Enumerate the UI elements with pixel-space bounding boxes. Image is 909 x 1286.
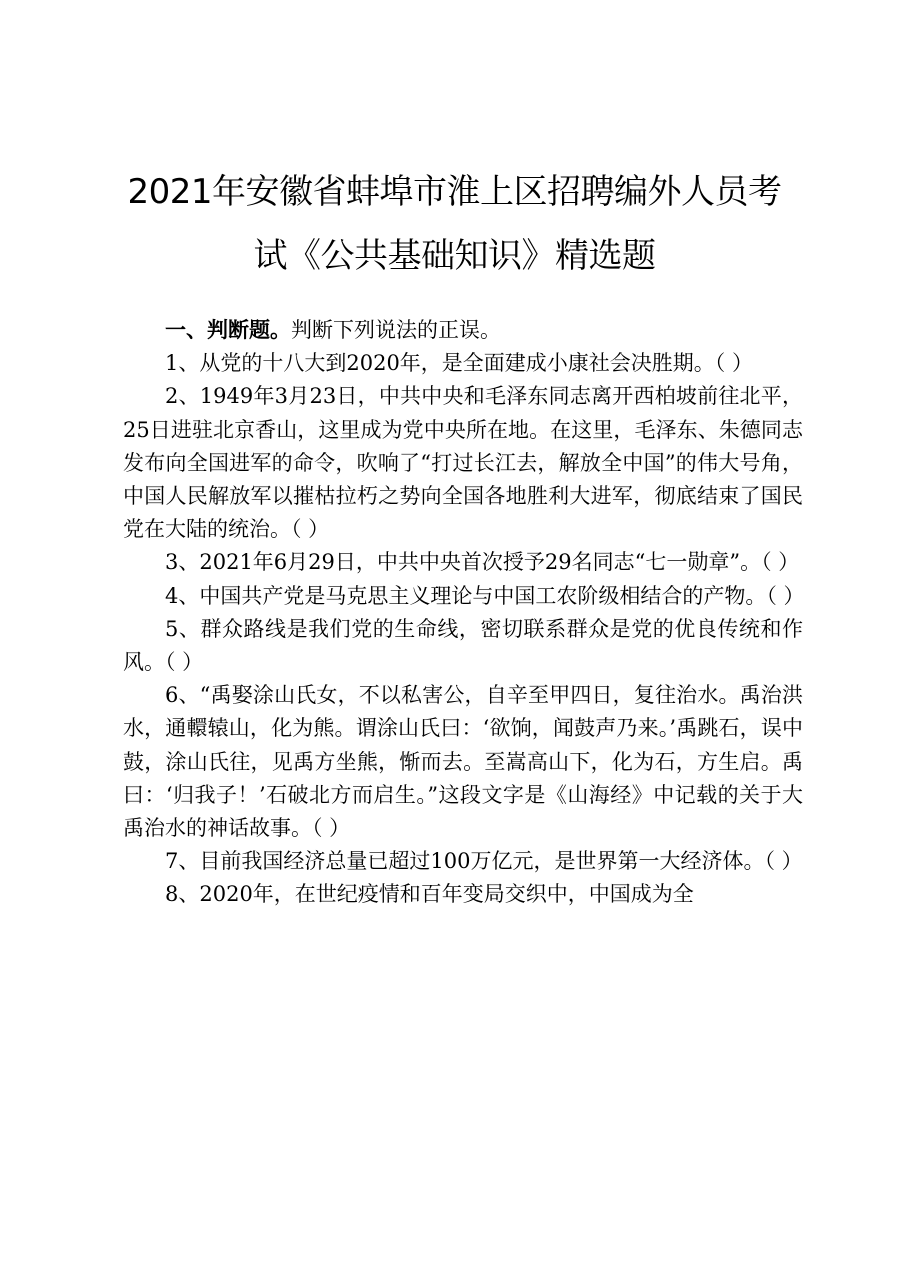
- section-heading-paragraph: [123, 313, 803, 347]
- question-item-1: 1、从党的十八大到2020年，是全面建成小康社会决胜期。（ ）: [165, 351, 753, 376]
- question-item-2: 2、1949年3月23日，中共中央和毛泽东同志离开西柏坡前往北平，25日进驻北京香山，这里成为党中央所在地。在这里，毛泽东、朱德同志发布向全国进军的命令，吹响了“打过长江去，解放全中国”的伟大号角，中国人民解放军以摧枯拉朽之势向全国各地胜利大进军，彻底结束了国民党在大陆的统治。（ ）: [123, 384, 803, 542]
- question-item-3: 3、2021年6月29日，中共中央首次授予29名同志“七一勋章”。（ ）: [165, 550, 800, 575]
- document-body: [123, 313, 803, 912]
- question-item-8: 8、2020年，在世纪疫情和百年变局交织中，中国成为全: [165, 882, 694, 907]
- question-item-4: 4、中国共产党是马克思主义理论与中国工农阶级相结合的产物。（ ）: [165, 583, 805, 608]
- document-title-line-2: 试《公共基础知识》精选题: [253, 236, 656, 276]
- question-item-6: 6、“禹娶涂山氏女，不以私害公，自辛至甲四日，复往治水。禹治洪水，通轘辕山，化为熊。谓涂山氏曰：‘欲饷，闻鼓声乃来。’禹跳石，误中鼓，涂山氏往，见禹方坐熊，惭而去。至嵩高山下，化为石，方生启。禹曰：‘归我子！’石破北方而启生。”这段文字是《山海经》中记载的关于大禹治水的神话故事。（ ）: [123, 683, 803, 841]
- question-item-7: 7、目前我国经济总量已超过100万亿元，是世界第一大经济体。（ ）: [165, 849, 803, 874]
- question-item-5: 5、群众路线是我们党的生命线，密切联系群众是党的优良传统和作风。（ ）: [123, 616, 803, 675]
- section-instruction: 判断下列说法的正误。: [291, 318, 501, 342]
- document-title-line-1: 2021年安徽省蚌埠市淮上区招聘编外人员考: [127, 172, 782, 212]
- section-heading: 一、判断题。: [165, 317, 291, 342]
